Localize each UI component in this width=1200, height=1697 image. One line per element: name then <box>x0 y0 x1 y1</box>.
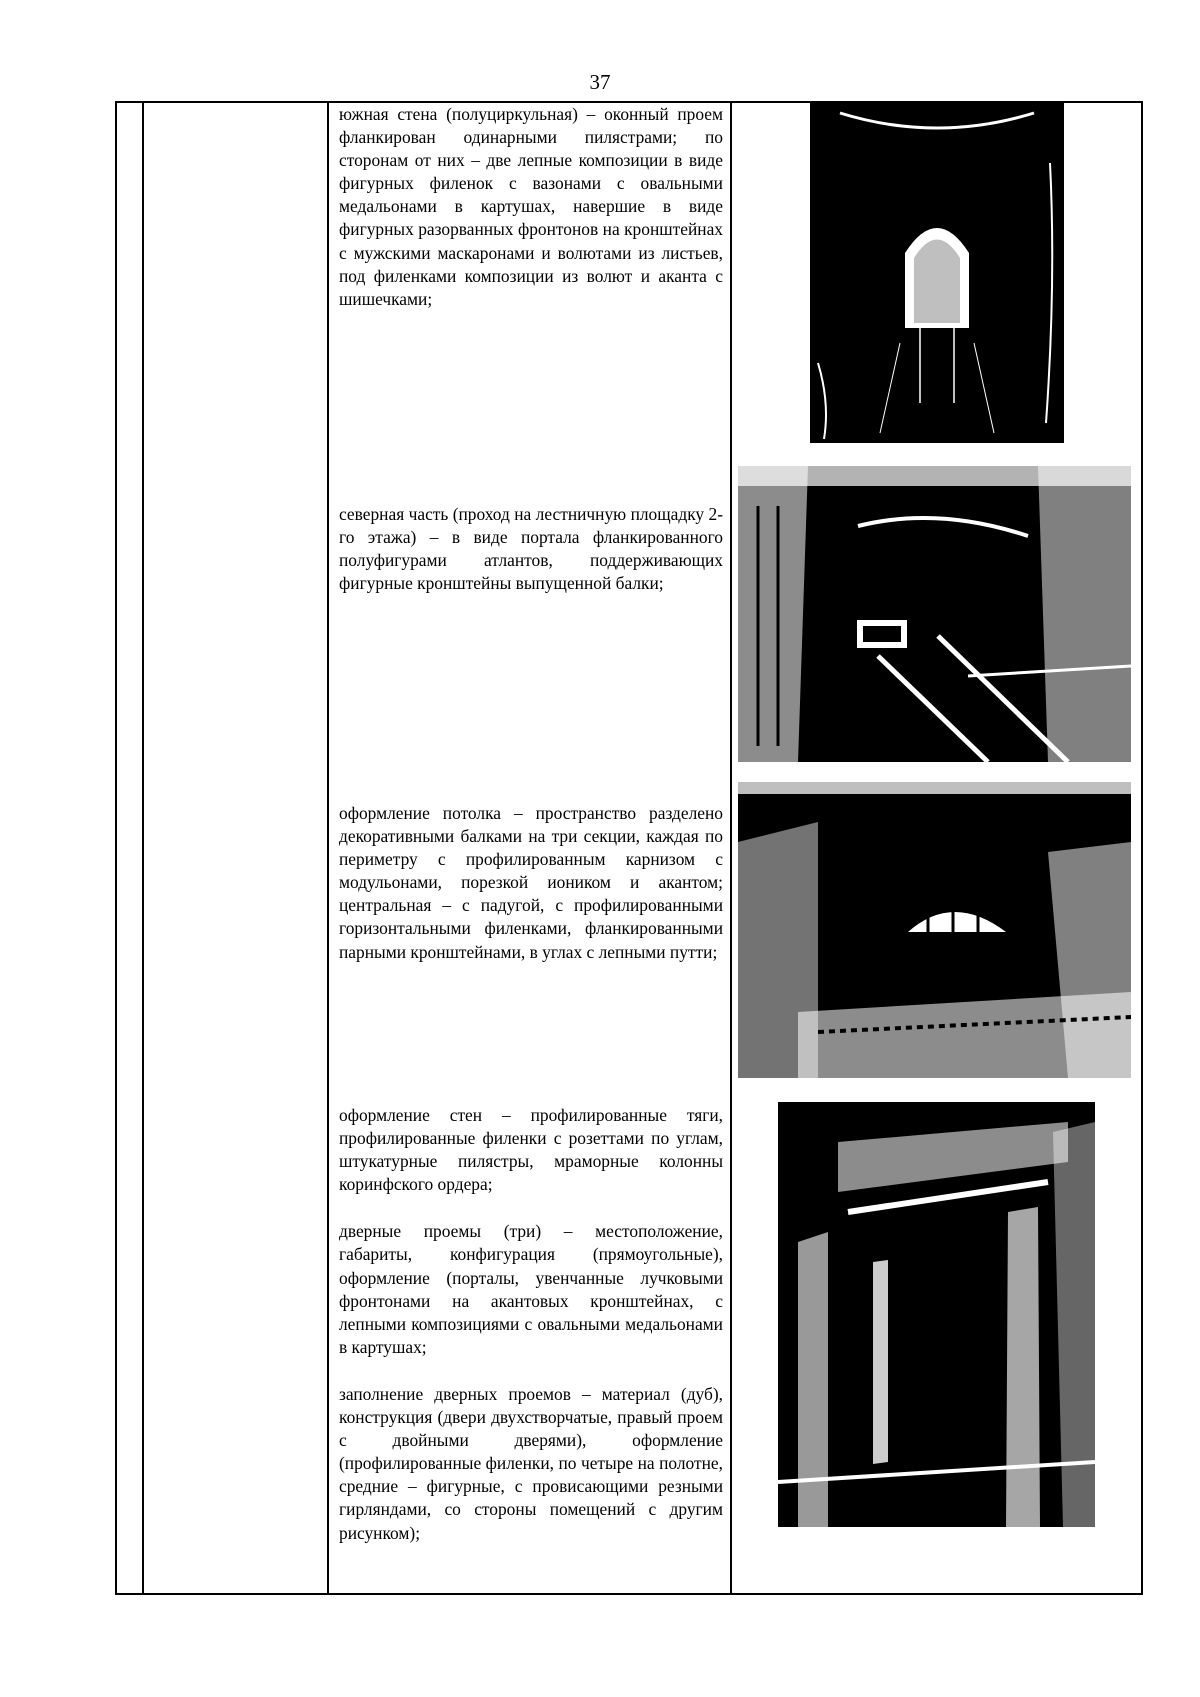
description-north-part <box>339 503 723 595</box>
paragraph: оформление потолка – пространство разделено декоративными балками на три секции, каждая по периметру с профилированным карнизом с модульонами, порезкой иоником и акантом; центральная – с падугой, с профилированными горизонтальными филенками, фланкированными парными кронштейнами, в углах с лепными путти; <box>339 803 723 962</box>
photo-north-part <box>738 466 1131 762</box>
paragraph: заполнение дверных проемов – материал (дуб), конструкция (двери двухстворчатые, правый проем с двойными дверями), оформление (профилированные филенки, по четыре на полотне, средние – фигурные, с провисающими резными гирляндами, со стороны помещений с другим рисунком); <box>339 1383 723 1543</box>
description-walls-doors <box>339 1104 723 1545</box>
photo-south-wall <box>810 103 1064 443</box>
page-number: 37 <box>589 70 611 94</box>
photo-ceiling-image <box>738 782 1131 1078</box>
photo-south-wall-image <box>810 103 1064 443</box>
column-divider-2 <box>327 101 329 1595</box>
photo-north-part-image <box>738 466 1131 762</box>
paragraph: дверные проемы (три) – местоположение, габариты, конфигурация (прямоугольные), оформление (порталы, увенчанные лучковыми фронтонами на акантовых кронштейнах, с лепными композициями с овальными медальонами в картушах; <box>339 1221 723 1357</box>
photo-walls-doors-image <box>778 1102 1095 1527</box>
paragraph: северная часть (проход на лестничную площадку 2-го этажа) – в виде портала фланкированного полуфигурами атлантов, поддерживающих фигурные кронштейны выпущенной балки; <box>339 504 723 594</box>
photo-walls-doors <box>778 1102 1095 1527</box>
paragraph: южная стена (полуциркульная) – оконный проем фланкирован одинарными пилястрами; по сторонам от них – две лепные композиции в виде фигурных филенок с вазонами с овальными медальонами в картушах, навершие в виде фигурных разорванных фронтонов на кронштейнах с мужскими маскаронами и волютами из листьев, под филенками композиции из волют и аканта с шишечками; <box>339 104 723 309</box>
column-divider-1 <box>142 101 144 1595</box>
column-divider-3 <box>730 101 732 1595</box>
description-ceiling <box>339 802 723 964</box>
paragraph: оформление стен – профилированные тяги, профилированные филенки с розеттами по углам, штукатурные пилястры, мраморные колонны коринфского ордера; <box>339 1105 723 1195</box>
description-south-wall <box>339 103 723 311</box>
photo-ceiling <box>738 782 1131 1078</box>
